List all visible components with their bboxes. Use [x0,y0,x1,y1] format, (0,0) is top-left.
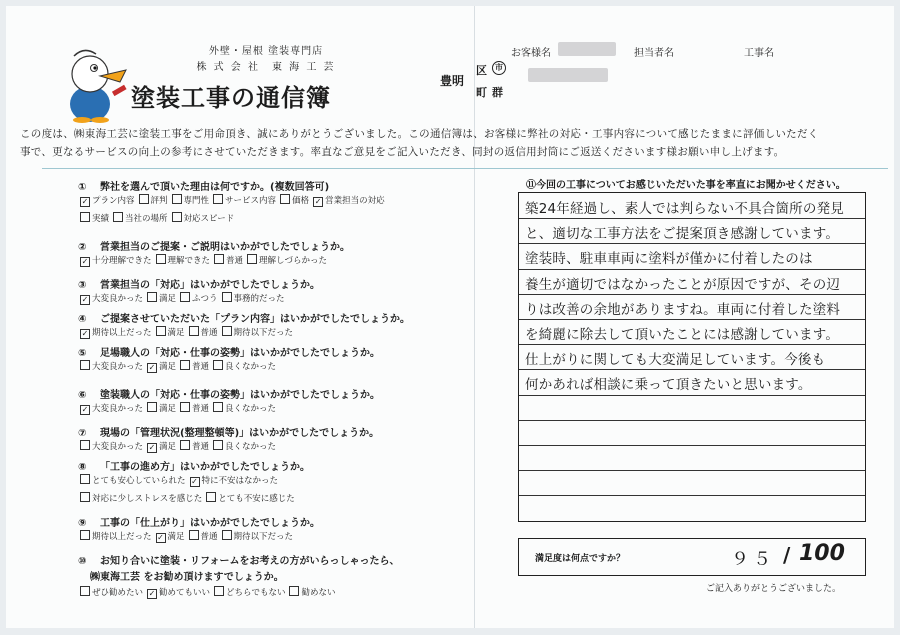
checkbox-icon[interactable] [213,402,223,412]
option-label: 満足 [159,294,177,304]
fold-line [474,6,475,628]
score-slash: / [783,543,791,567]
checkbox-icon[interactable] [213,194,223,204]
option-item[interactable] [180,294,218,304]
survey-sheet [6,6,894,628]
option-item[interactable] [213,404,276,414]
option-label: 大変良かった [92,294,144,304]
redacted-name [558,42,616,56]
comment-rule [519,269,865,270]
page-title: 塗装工事の通信簿 [131,84,331,112]
option-item[interactable] [190,476,279,486]
checkbox-icon[interactable] [247,254,257,264]
option-label: 当社の場所 [125,214,168,224]
option-label: 理解しづらかった [259,256,328,266]
option-item[interactable] [80,294,143,304]
option-label: 良くなかった [225,362,277,372]
option-label: 普通 [192,442,210,452]
option-label: 期待以上だった [92,328,152,338]
question-text: 営業担当の「対応」はいかがでしたでしょうか。 [100,280,320,291]
comment-rule [519,294,865,295]
question-6-heading [78,386,380,401]
option-item[interactable] [147,294,176,304]
checked-box-icon[interactable]: ✓ [148,443,156,452]
address-town: 町 [476,86,487,99]
option-label: とても不安に感じた [218,494,295,504]
option-label: プラン内容 [92,196,135,206]
option-label: 期待以上だった [92,532,152,542]
comment-line: 何かあれば相談に乗って頂きたいと思います。 [525,377,812,394]
checkbox-icon[interactable] [180,402,190,412]
score-box [518,538,866,576]
checkbox-icon[interactable] [156,254,166,264]
checkbox-icon[interactable] [80,492,90,502]
option-item[interactable] [80,404,143,414]
checkbox-icon[interactable] [80,586,90,596]
option-label: 期待以下だった [233,328,294,338]
checkbox-icon[interactable] [113,212,123,222]
option-label: 十分理解できた [92,256,152,266]
work-name-label: 工事名 [744,48,774,59]
section-divider [42,168,888,169]
option-item[interactable] [113,214,168,224]
option-label: 対応スピード [183,214,235,224]
question-4-options [80,326,297,339]
checkbox-icon[interactable] [80,530,90,540]
checked-box-icon[interactable]: ✓ [148,589,156,598]
option-label: 実績 [92,214,110,224]
score-max: 100 [799,541,845,566]
option-label: 大変良かった [92,442,144,452]
option-label: 満足 [159,404,177,414]
option-item[interactable] [189,532,218,542]
thanks-note: ご記入ありがとうございました。 [706,584,842,594]
option-item[interactable] [139,196,168,206]
question-number: ⑦ [78,428,87,439]
option-item[interactable] [147,588,210,598]
option-label: 普通 [226,256,244,266]
option-item[interactable] [80,532,152,542]
question-9-options [80,530,297,543]
option-label: どちらでもない [226,588,286,598]
redacted-address [528,68,608,82]
question-number: ⑧ [78,462,87,473]
question-1-heading [78,178,329,193]
checkbox-icon[interactable] [180,440,190,450]
question-7-heading [78,424,379,439]
option-item[interactable] [214,256,243,266]
option-item[interactable] [180,404,209,414]
option-label: 対応に少しストレスを感じた [92,494,203,504]
checked-box-icon[interactable]: ✓ [148,363,156,372]
comment-line: 塗装時、駐車車両に塗料が僅かに付着したのは [525,251,813,268]
option-label: 満足 [167,328,185,338]
checkbox-icon[interactable] [280,194,290,204]
option-item[interactable] [156,328,185,338]
customer-name-label: お客様名 [511,48,551,59]
option-label: ふつう [192,294,218,304]
question-number: ⑩ [78,556,87,567]
question-text: 現場の「管理状況(整理整頓等)」はいかがでしたでしょうか。 [100,428,380,439]
checkbox-icon[interactable] [189,326,199,336]
option-item[interactable] [80,256,152,266]
option-item[interactable] [189,328,218,338]
question-3-options [80,292,289,305]
option-item[interactable] [213,442,276,452]
question-9-heading [78,514,320,529]
question-1-options [80,194,389,207]
option-item[interactable] [80,588,143,598]
option-label: 良くなかった [225,404,277,414]
comment-rule [519,369,865,370]
checkbox-icon[interactable] [80,360,90,370]
question-5-options [80,360,280,373]
question-10-options [80,586,339,599]
option-label: 評判 [150,196,168,206]
option-item[interactable] [289,588,335,598]
checked-box-icon[interactable]: ✓ [157,533,164,542]
comment-rule [519,344,865,345]
checked-box-icon[interactable]: ✓ [191,477,198,486]
option-item[interactable] [80,196,135,206]
checked-box-icon[interactable]: ✓ [81,295,89,304]
comment-line: 築24年経過し、素人では判らない不具合箇所の発見 [525,201,844,217]
comment-line: と、適切な工事方法をご提案頂き感謝しています。 [525,226,840,243]
checkbox-icon[interactable] [214,586,224,596]
checkbox-icon[interactable] [222,530,232,540]
option-item[interactable] [222,294,285,304]
option-item[interactable] [80,476,186,486]
question-10-heading [78,552,400,567]
comment-rule [519,319,865,320]
address-village: 群 [492,86,503,99]
question-number: ⑥ [78,390,87,401]
company-name: 株 式 会 社 東 海 工 芸 [196,62,336,73]
duck-mascot-icon [60,48,132,124]
checked-box-icon[interactable]: ✓ [81,197,89,206]
comment-line: を綺麗に除去して頂いたことには感謝しています。 [525,327,840,343]
checkbox-icon[interactable] [180,292,190,302]
option-label: 普通 [192,404,210,414]
comment-line: 仕上がりに関しても大変満足しています。今後も [525,352,826,369]
option-label: 特に不安はなかった [201,476,279,486]
checkbox-icon[interactable] [213,440,223,450]
question-8-options [80,474,282,487]
option-label: サービス内容 [225,196,277,206]
option-item[interactable] [80,442,143,452]
question-2-options [80,254,331,267]
option-item[interactable] [222,532,294,542]
question-1-options [80,212,238,224]
intro-line-1: この度は、㈱東海工芸に塗装工事をご用命頂き、誠にありがとうございました。この通信簿は、お客様に弊社の対応・工事内容について感じたままに評価しいただく [20,128,819,140]
option-item[interactable] [180,442,209,452]
option-item[interactable] [247,256,327,266]
option-item[interactable] [180,362,209,372]
option-label: 事務的だった [233,294,285,304]
comment-box [518,192,866,522]
comment-heading: ⑪今回の工事についてお感じいただいた事を率直にお聞かせください。 [526,180,846,191]
option-label: 良くなかった [225,442,277,452]
checkbox-icon[interactable] [80,212,90,222]
question-7-options [80,440,280,453]
option-label: 期待以下だった [233,532,294,542]
option-item[interactable] [147,404,176,414]
question-2-heading [78,238,350,253]
shop-tagline: 外壁・屋根 塗装専門店 [208,46,324,57]
comment-rule [519,420,865,421]
option-item[interactable] [222,328,294,338]
option-label: 大変良かった [92,362,144,372]
comment-rule [519,445,865,446]
checkbox-icon[interactable] [222,326,232,336]
address-ward: 区 [476,64,487,77]
comment-rule [519,395,865,396]
question-number: ② [78,242,87,253]
option-label: とても安心していられた [92,476,186,486]
question-number: ① [78,182,87,193]
option-item[interactable] [206,494,295,504]
option-label: 勧めてもいい [159,588,211,598]
option-label: 営業担当の対応 [325,196,385,206]
option-label: 普通 [200,532,218,542]
option-item[interactable] [80,214,109,224]
checkbox-icon[interactable] [214,254,224,264]
option-item[interactable] [172,196,210,206]
checked-box-icon[interactable]: ✓ [81,257,89,266]
checkbox-icon[interactable] [206,492,216,502]
option-item[interactable] [214,588,285,598]
option-label: ぜひ勧めたい [92,588,144,598]
question-text: 営業担当のご提案・ご説明はいかがでしたでしょうか。 [100,242,350,253]
checkbox-icon[interactable] [172,212,182,222]
question-text: 弊社を選んで頂いた理由は何ですか。(複数回答可) [100,182,330,193]
address-city: 豊明 [440,74,465,88]
checkbox-icon[interactable] [147,402,157,412]
option-label: 価格 [292,196,310,206]
option-item[interactable] [147,442,176,452]
question-number: ③ [78,280,87,291]
comment-rule [519,243,865,244]
checked-box-icon[interactable]: ✓ [81,329,89,338]
checkbox-icon[interactable] [172,194,182,204]
option-label: 勧めない [301,588,336,598]
intro-line-2: 事で、更なるサービスの向上の参考にさせていただきます。率直なご意見をご記入いただき、同封の返信用封筒にご返送くださいます様お願い申し上げます。 [20,146,785,158]
option-label: 普通 [192,362,210,372]
option-item[interactable] [280,196,309,206]
question-text: お知り合いに塗装・リフォームをお考えの方がいらっしゃったら、 [100,556,400,567]
option-label: 大変良かった [92,404,144,414]
question-8-options [80,492,299,504]
checkbox-icon[interactable] [80,474,90,484]
checked-box-icon[interactable]: ✓ [81,405,89,414]
question-text: 「工事の進め方」はいかがでしたでしょうか。 [100,462,310,473]
question-number: ④ [78,314,87,325]
question-number: ⑤ [78,348,87,359]
checked-box-icon[interactable]: ✓ [314,197,322,206]
question-text: 工事の「仕上がり」はいかがでしたでしょうか。 [100,518,320,529]
question-5-heading [78,344,380,359]
checkbox-icon[interactable] [222,292,232,302]
question-6-options [80,402,280,415]
checkbox-icon[interactable] [189,530,199,540]
question-text: 足場職人の「対応・仕事の姿勢」はいかがでしたでしょうか。 [100,348,380,359]
option-item[interactable] [80,362,143,372]
checkbox-icon[interactable] [139,194,149,204]
checkbox-icon[interactable] [289,586,299,596]
score-question: 満足度は何点ですか？ [535,554,626,564]
option-item[interactable] [80,494,202,504]
option-label: 満足 [159,362,177,372]
checkbox-icon[interactable] [213,360,223,370]
question-10-heading-cont: ㈱東海工芸 をお勧め頂けますでしょうか。 [90,572,284,583]
checkbox-icon[interactable] [156,326,166,336]
option-item[interactable] [172,214,235,224]
option-label: 専門性 [183,196,210,206]
option-item[interactable] [147,362,176,372]
option-item[interactable] [313,196,385,206]
comment-rule [519,218,865,219]
checkbox-icon[interactable] [147,292,157,302]
comment-line: 養生が適切ではなかったことが原因ですが、その辺 [525,276,841,293]
comment-line: りは改善の余地がありますね。車両に付着した塗料 [525,301,841,318]
option-item[interactable] [80,328,152,338]
option-item[interactable] [213,362,276,372]
question-8-heading [78,458,310,473]
option-item[interactable] [156,532,185,542]
comment-rule [519,470,865,471]
option-label: 満足 [167,532,185,542]
option-label: 普通 [200,328,218,338]
comment-rule [519,495,865,496]
option-label: 理解できた [167,256,211,266]
option-item[interactable] [156,256,211,266]
question-4-heading [78,310,410,325]
question-text: ご提案させていただいた「プラン内容」はいかがでしたでしょうか。 [100,314,410,325]
checkbox-icon[interactable] [180,360,190,370]
question-3-heading [78,276,320,291]
address-city-circle: 市 [492,61,506,75]
checkbox-icon[interactable] [80,440,90,450]
option-label: 満足 [159,442,177,452]
question-text: 塗装職人の「対応・仕事の姿勢」はいかがでしたでしょうか。 [100,390,380,401]
question-number: ⑨ [78,518,87,529]
option-item[interactable] [213,196,276,206]
score-value[interactable]: ９５ [731,549,775,570]
rep-name-label: 担当者名 [634,48,674,59]
